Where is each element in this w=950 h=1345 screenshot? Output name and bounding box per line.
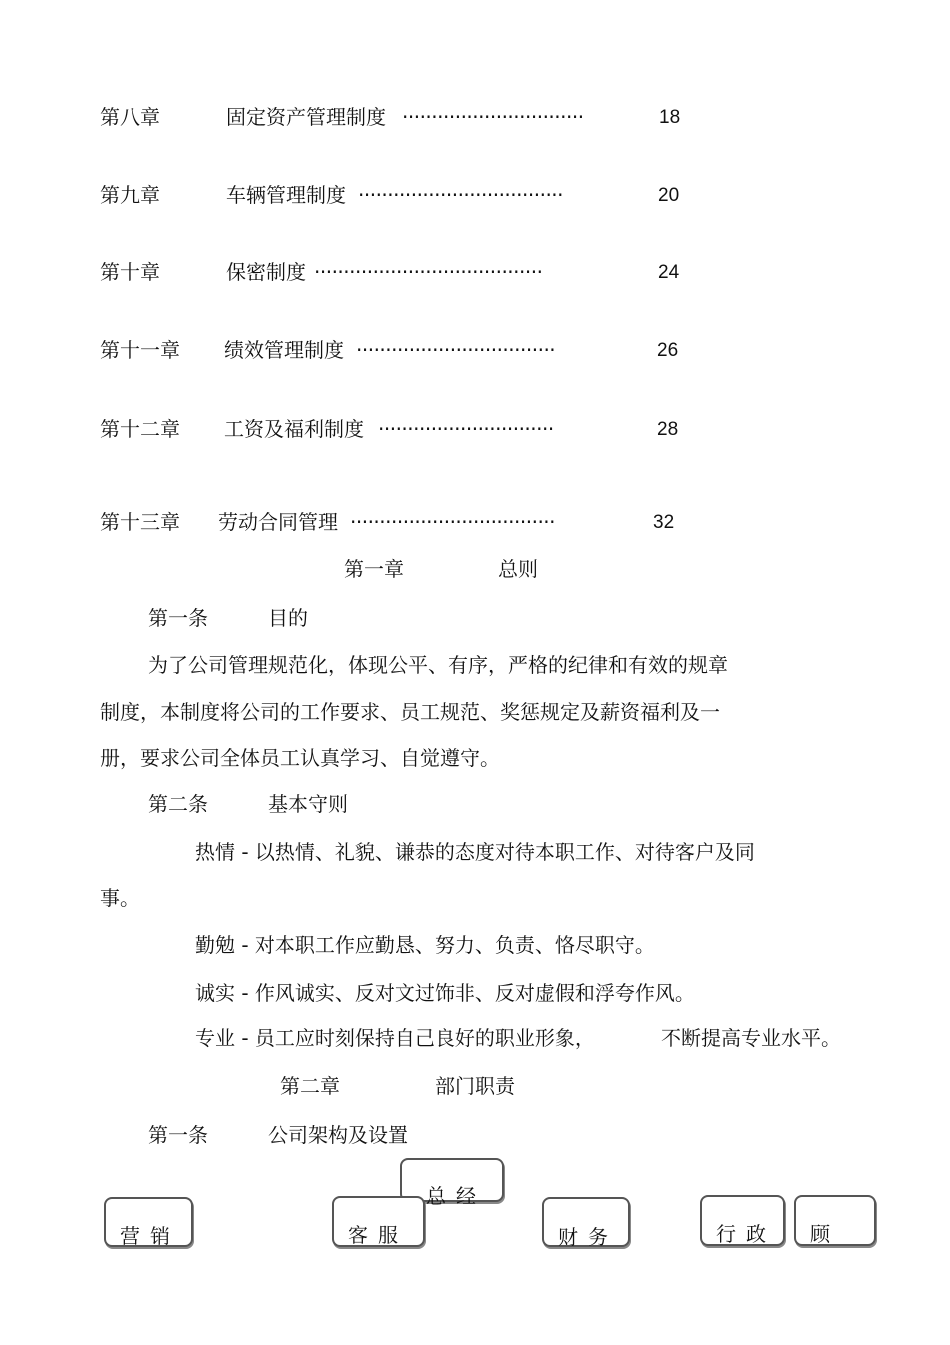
- chapter-heading-title: 部门职责: [435, 1074, 515, 1098]
- chapter-heading: 第二章: [280, 1074, 340, 1098]
- toc-leader-dots: ··································: [356, 338, 556, 362]
- org-box-marketing: [104, 1197, 193, 1247]
- toc-title: 车辆管理制度: [226, 183, 346, 207]
- article-title: 公司架构及设置: [268, 1123, 408, 1147]
- paragraph-line: 制度，本制度将公司的工作要求、员工规范、奖惩规定及薪资福利及一: [100, 700, 720, 724]
- org-box-label: 营销: [120, 1224, 180, 1248]
- article-label: 第二条: [148, 792, 208, 816]
- toc-title: 工资及福利制度: [224, 417, 364, 441]
- article-label: 第一条: [148, 606, 208, 630]
- toc-title: 保密制度: [226, 260, 306, 284]
- article-label: 第一条: [148, 1123, 208, 1147]
- toc-page-number: 26: [657, 340, 679, 361]
- org-box-label: 总经: [426, 1184, 486, 1208]
- toc-chapter: 第十一章: [100, 338, 180, 362]
- rule-line: 专业 - 员工应时刻保持自己良好的职业形象，: [195, 1026, 595, 1050]
- paragraph-line: 为了公司管理规范化，体现公平、有序，严格的纪律和有效的规章: [148, 653, 728, 677]
- toc-chapter: 第九章: [100, 183, 160, 207]
- chapter-heading-title: 总则: [498, 557, 538, 581]
- article-title: 目的: [268, 606, 308, 630]
- org-box-label: 财务: [558, 1225, 618, 1249]
- toc-title: 固定资产管理制度: [226, 105, 386, 129]
- org-box-label: 顾: [810, 1222, 840, 1246]
- rule-line: 勤勉 - 对本职工作应勤恳、努力、负责、恪尽职守。: [195, 933, 655, 957]
- toc-chapter: 第十章: [100, 260, 160, 284]
- toc-leader-dots: ···································: [358, 183, 564, 207]
- toc-title: 劳动合同管理: [218, 510, 338, 534]
- rule-line: 事。: [100, 886, 140, 910]
- article-title: 基本守则: [268, 792, 348, 816]
- org-box-label: 行政: [716, 1222, 776, 1246]
- paragraph-line: 册，要求公司全体员工认真学习、自觉遵守。: [100, 746, 500, 770]
- toc-leader-dots: ·······································: [314, 260, 543, 284]
- toc-chapter: 第八章: [100, 105, 160, 129]
- org-box-customer-service: [332, 1196, 425, 1247]
- rule-line: 不断提高专业水平。: [661, 1026, 841, 1050]
- org-box-advisor: [794, 1195, 876, 1246]
- chapter-heading: 第一章: [344, 557, 404, 581]
- org-box-finance: [542, 1197, 630, 1247]
- toc-page-number: 24: [658, 262, 680, 283]
- org-box-administration: [700, 1195, 785, 1246]
- toc-leader-dots: ······························: [378, 417, 554, 441]
- rule-line: 热情 - 以热情、礼貌、谦恭的态度对待本职工作、对待客户及同: [195, 840, 755, 864]
- toc-page-number: 32: [653, 512, 675, 533]
- toc-page-number: 20: [658, 185, 680, 206]
- rule-line: 诚实 - 作风诚实、反对文过饰非、反对虚假和浮夸作风。: [195, 981, 695, 1005]
- toc-leader-dots: ·······························: [402, 105, 584, 129]
- toc-page-number: 18: [659, 107, 681, 128]
- org-box-label: 客服: [348, 1223, 408, 1247]
- toc-page-number: 28: [657, 419, 679, 440]
- toc-title: 绩效管理制度: [224, 338, 344, 362]
- toc-chapter: 第十三章: [100, 510, 180, 534]
- toc-chapter: 第十二章: [100, 417, 180, 441]
- toc-leader-dots: ···································: [350, 510, 556, 534]
